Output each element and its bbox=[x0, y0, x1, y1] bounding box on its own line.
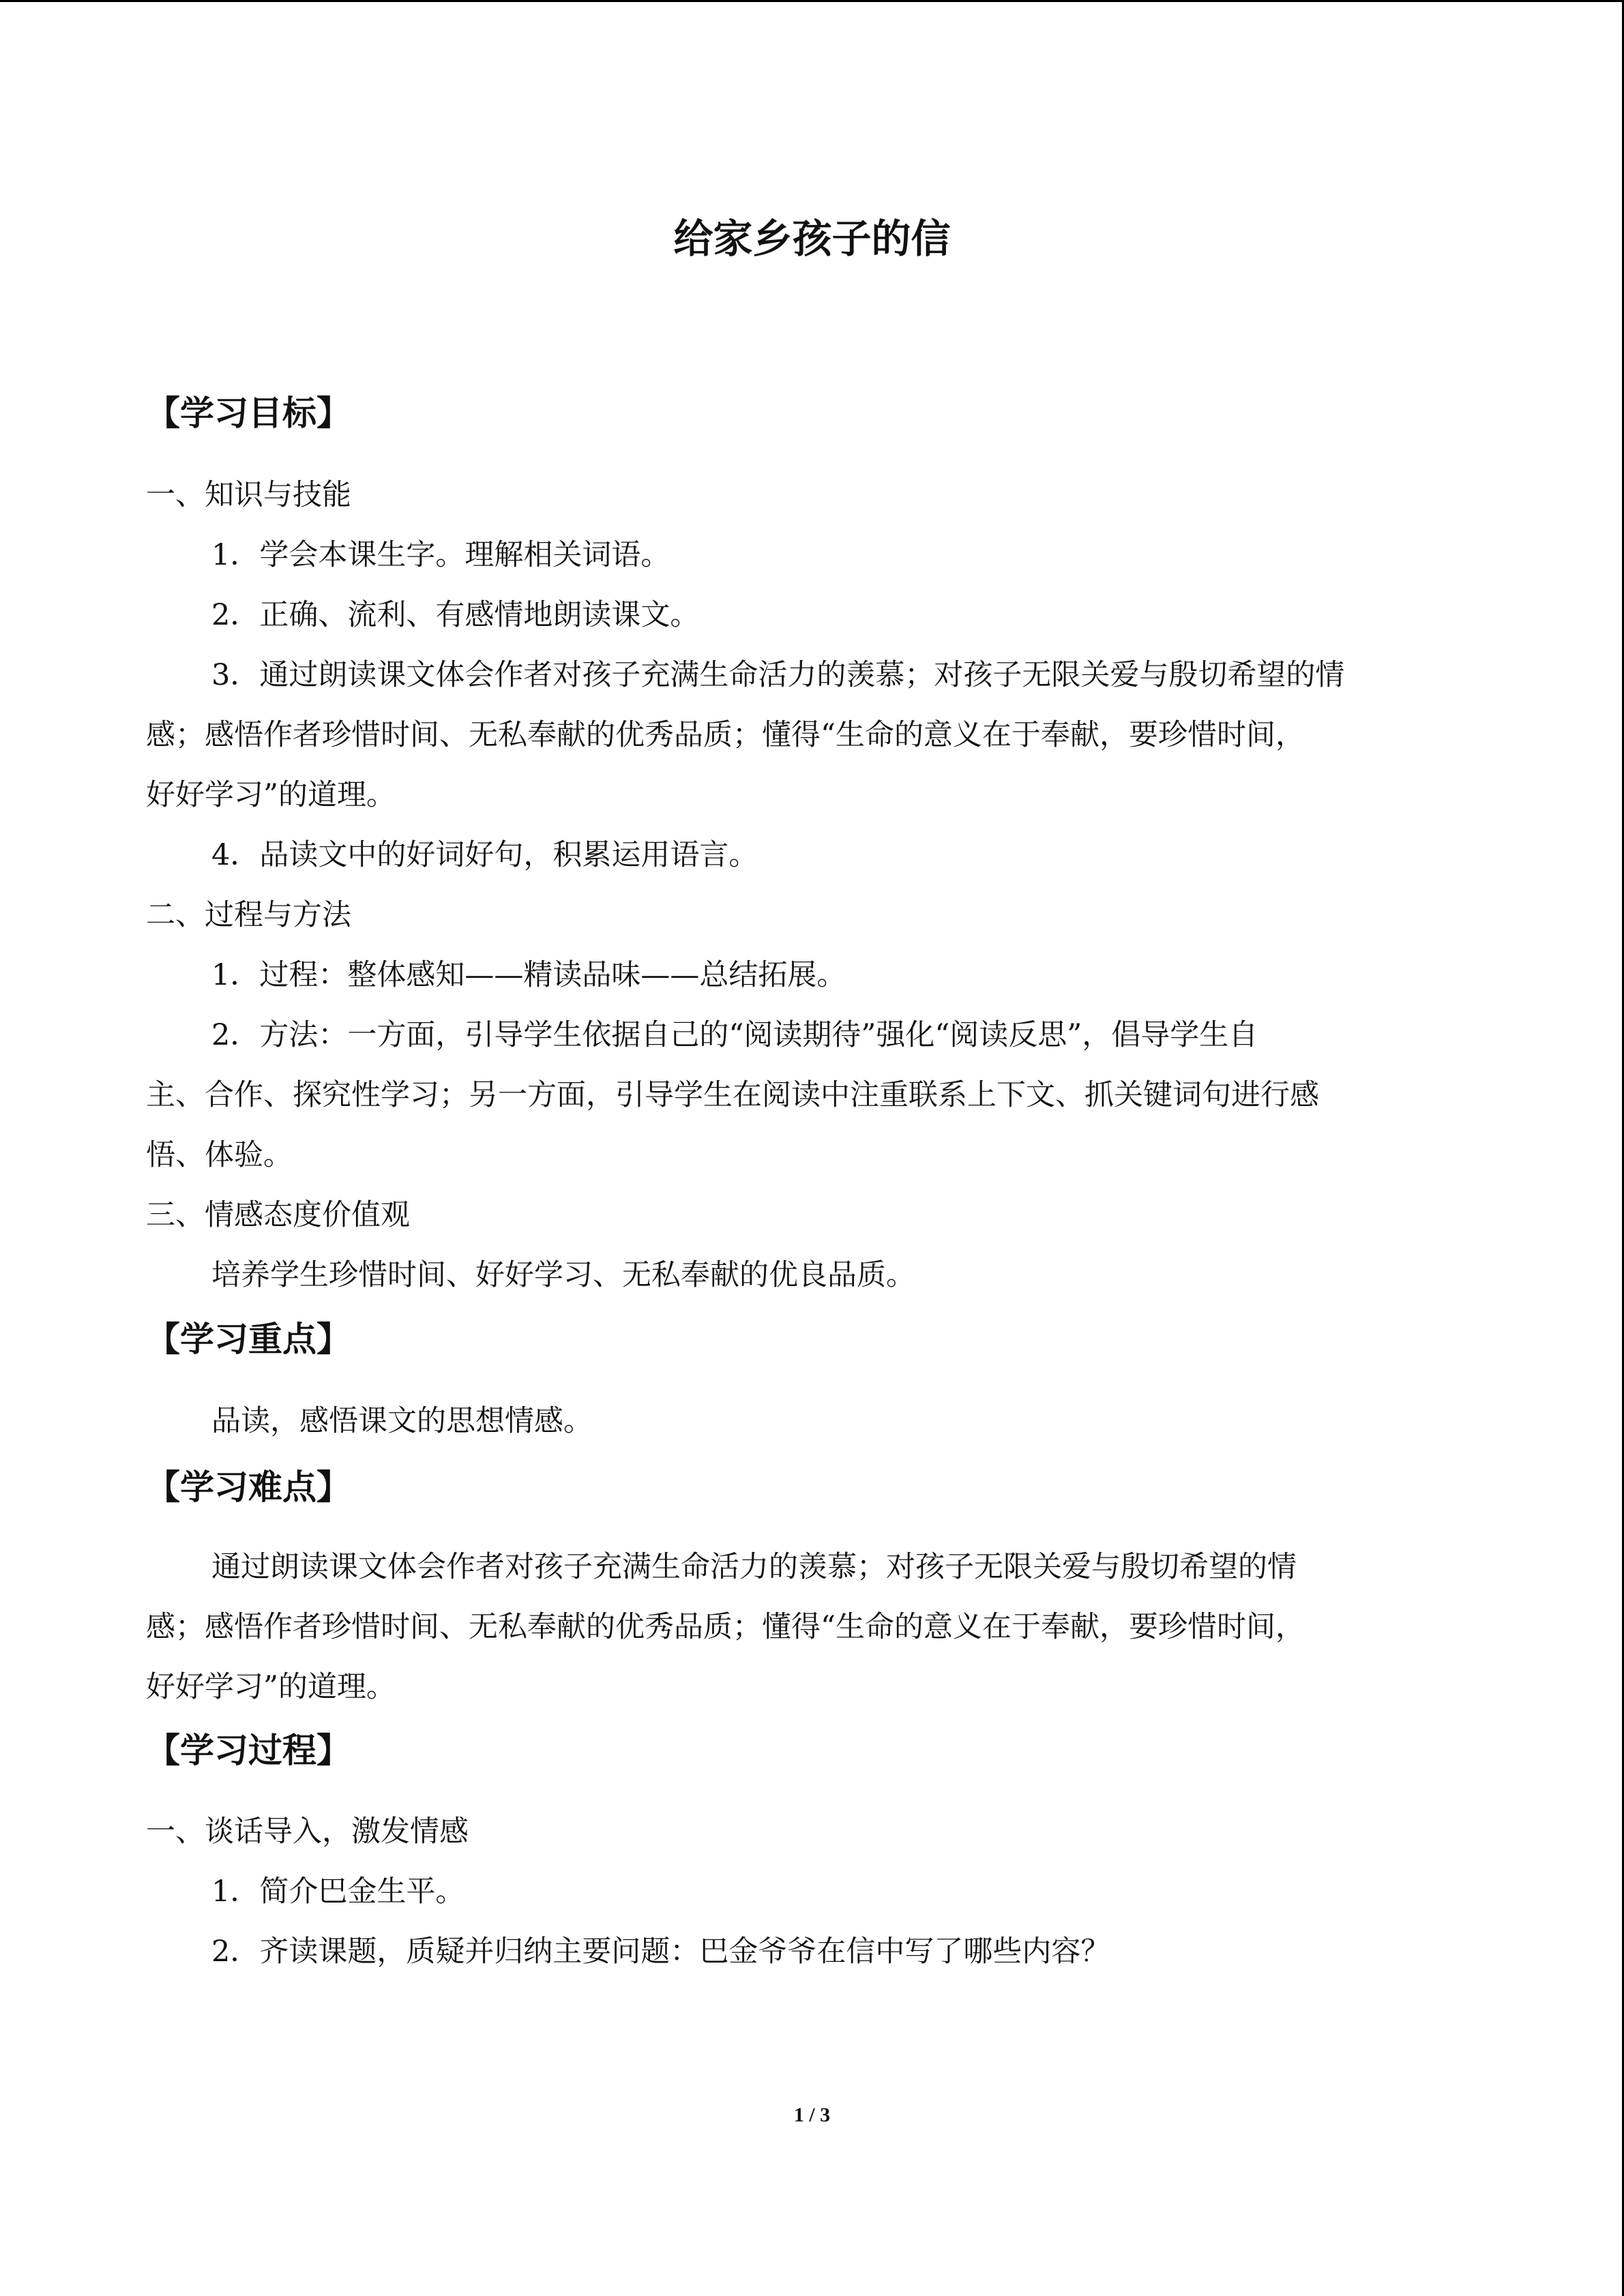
objectives-part2-item2-line2: 主、合作、探究性学习；另一方面，引导学生在阅读中注重联系上下文、抓关键词句进行感 bbox=[146, 1078, 1319, 1112]
objectives-part1-item3-line3: 好好学习”的道理。 bbox=[146, 778, 396, 812]
objectives-part2-item2-line3: 悟、体验。 bbox=[146, 1138, 293, 1172]
page-number: 1 / 3 bbox=[793, 2104, 831, 2126]
objectives-part1-item4: 4．品读文中的好词好句，积累运用语言。 bbox=[211, 838, 758, 872]
top-border bbox=[0, 0, 1624, 2]
objectives-part3-text: 培养学生珍惜时间、好好学习、无私奉献的优良品质。 bbox=[211, 1258, 915, 1292]
objectives-part1-item3-line2: 感；感悟作者珍惜时间、无私奉献的优秀品质；懂得“生命的意义在于奉献，要珍惜时间， bbox=[146, 718, 1305, 752]
objectives-part1-item2: 2．正确、流利、有感情地朗读课文。 bbox=[211, 598, 700, 632]
process-part1-heading: 一、谈话导入，激发情感 bbox=[146, 1815, 469, 1849]
difficulties-line3: 好好学习”的道理。 bbox=[146, 1670, 396, 1704]
process-part1-item2: 2．齐读课题，质疑并归纳主要问题：巴金爷爷在信中写了哪些内容？ bbox=[211, 1935, 1110, 1969]
objectives-part1-item1: 1．学会本课生字。理解相关词语。 bbox=[211, 538, 670, 572]
process-part1-item1: 1．简介巴金生平。 bbox=[211, 1875, 465, 1909]
objectives-heading: 【学习目标】 bbox=[146, 393, 351, 433]
key-points-heading: 【学习重点】 bbox=[146, 1320, 351, 1359]
objectives-part3-heading: 三、情感态度价值观 bbox=[146, 1198, 410, 1232]
document-title: 给家乡孩子的信 bbox=[673, 215, 951, 262]
difficulties-line2: 感；感悟作者珍惜时间、无私奉献的优秀品质；懂得“生命的意义在于奉献，要珍惜时间， bbox=[146, 1610, 1305, 1644]
difficulties-heading: 【学习难点】 bbox=[146, 1467, 351, 1507]
objectives-part1-heading: 一、知识与技能 bbox=[146, 478, 351, 512]
objectives-part1-item3-line1: 3．通过朗读课文体会作者对孩子充满生命活力的羡慕；对孩子无限关爱与殷切希望的情 bbox=[211, 658, 1345, 692]
difficulties-line1: 通过朗读课文体会作者对孩子充满生命活力的羡慕；对孩子无限关爱与殷切希望的情 bbox=[211, 1550, 1297, 1584]
objectives-part2-heading: 二、过程与方法 bbox=[146, 898, 351, 932]
key-points-text: 品读，感悟课文的思想情感。 bbox=[211, 1404, 593, 1438]
process-heading: 【学习过程】 bbox=[146, 1731, 351, 1770]
objectives-part2-item1: 1．过程：整体感知——精读品味——总结拓展。 bbox=[211, 958, 846, 992]
objectives-part2-item2-line1: 2．方法：一方面，引导学生依据自己的“阅读期待”强化“阅读反思”，倡导学生自 bbox=[211, 1018, 1258, 1052]
